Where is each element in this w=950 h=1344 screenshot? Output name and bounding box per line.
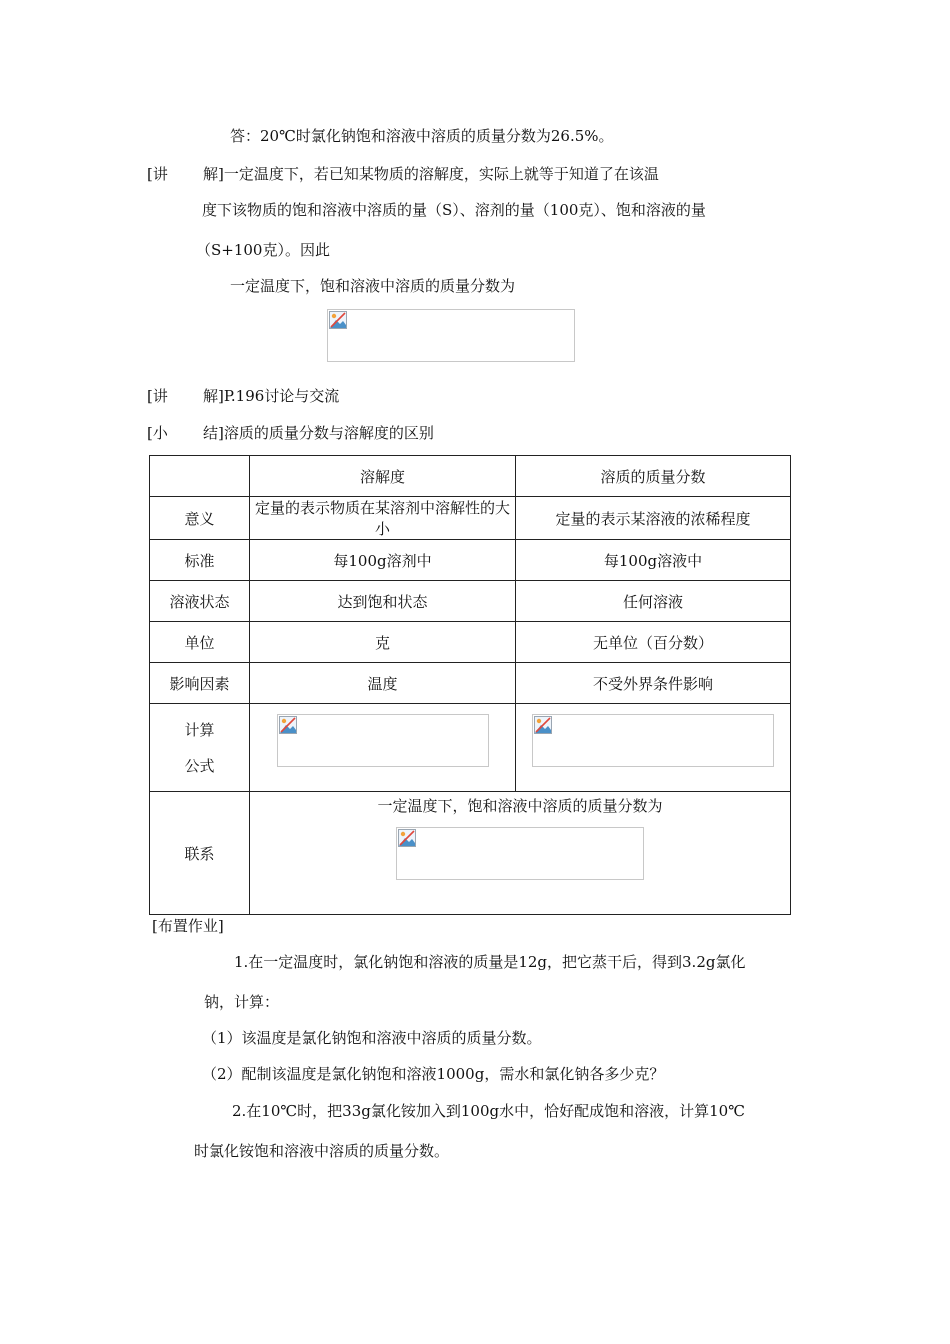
table-cell: 不受外界条件影响 [516,663,791,704]
lecture-text-2: P.196讨论与交流 [223,387,340,405]
answer-line: 答：20℃时氯化钠饱和溶液中溶质的质量分数为26.5%。 [230,127,614,145]
table-cell: 定量的表示某溶液的浓稀程度 [516,497,791,540]
row-label [150,704,250,792]
lecture-continuation-2: （S+100克）。因此 [196,241,330,259]
table-header-cell: 溶解度 [250,456,516,497]
row-label: 标准 [150,540,250,581]
homework-q1-line2: 钠，计算： [204,993,280,1011]
table-cell: 克 [250,622,516,663]
table-row [150,581,791,622]
homework-q2-line1: 2.在10℃时，把33g氯化铵加入到100g水中，恰好配成饱和溶液，计算10℃ [232,1102,745,1120]
homework-q1-sub1: （1）该温度是氯化钠饱和溶液中溶质的质量分数。 [202,1029,542,1047]
summary-tag-open: [小 [147,424,168,442]
broken-image-icon [279,716,297,734]
summary-tag-close: 结] [203,424,224,442]
table-row [150,622,791,663]
lecture-tag-open-2: [讲 [147,387,168,405]
broken-image-icon [329,311,347,329]
formula-image-4 [396,827,644,880]
table-cell: 任何溶液 [516,581,791,622]
table-row-formula [150,704,791,792]
calc-label-line-1: 计算 [184,720,215,739]
summary-text: 溶质的质量分数与溶解度的区别 [223,424,434,442]
lecture-tag-close-2: 解] [203,387,224,405]
row-label: 溶液状态 [150,581,250,622]
lecture-paragraph-2 [147,386,339,406]
comparison-table [149,455,791,915]
table-cell: 达到饱和状态 [250,581,516,622]
calc-label-line-2: 公式 [184,756,215,775]
relation-cell [250,792,791,915]
homework-title: [布置作业] [152,917,224,935]
row-label: 单位 [150,622,250,663]
summary-paragraph [147,423,434,443]
table-cell: 温度 [250,663,516,704]
lecture-continuation-1: 度下该物质的饱和溶液中溶质的量（S）、溶剂的量（100克）、饱和溶液的量 [202,201,706,219]
formula-cell-solubility [250,704,516,792]
homework-q1-sub2: （2）配制该温度是氯化钠饱和溶液1000g，需水和氯化钠各多少克？ [202,1065,665,1083]
table-cell: 定量的表示物质在某溶剂中溶解性的大小 [250,497,516,540]
table-header-cell [150,456,250,497]
table-cell: 每100g溶剂中 [250,540,516,581]
broken-image-icon [534,716,552,734]
relation-text: 一定温度下，饱和溶液中溶质的质量分数为 [377,797,663,815]
table-row-relation [150,792,791,915]
lecture-text-1: 一定温度下，若已知某物质的溶解度，实际上就等于知道了在该温 [223,165,659,183]
formula-cell-mass-fraction [516,704,791,792]
formula-image-3 [532,714,774,767]
table-cell: 无单位（百分数） [516,622,791,663]
formula-image-1 [327,309,575,362]
broken-image-icon [398,829,416,847]
homework-q2-line2: 时氯化铵饱和溶液中溶质的质量分数。 [194,1142,450,1160]
lecture-continuation-3: 一定温度下，饱和溶液中溶质的质量分数为 [230,277,516,295]
lecture-tag-close: 解] [203,165,224,183]
lecture-tag-open: [讲 [147,165,168,183]
table-row [150,663,791,704]
table-row [150,540,791,581]
table-header-cell: 溶质的质量分数 [516,456,791,497]
row-label: 联系 [150,792,250,915]
row-label: 意义 [150,497,250,540]
row-label: 影响因素 [150,663,250,704]
table-header-row [150,456,791,497]
homework-q1-line1: 1.在一定温度时，氯化钠饱和溶液的质量是12g，把它蒸干后，得到3.2g氯化 [234,953,746,971]
lecture-paragraph-1 [147,164,659,184]
table-cell: 每100g溶液中 [516,540,791,581]
formula-image-2 [277,714,489,767]
table-row [150,497,791,540]
